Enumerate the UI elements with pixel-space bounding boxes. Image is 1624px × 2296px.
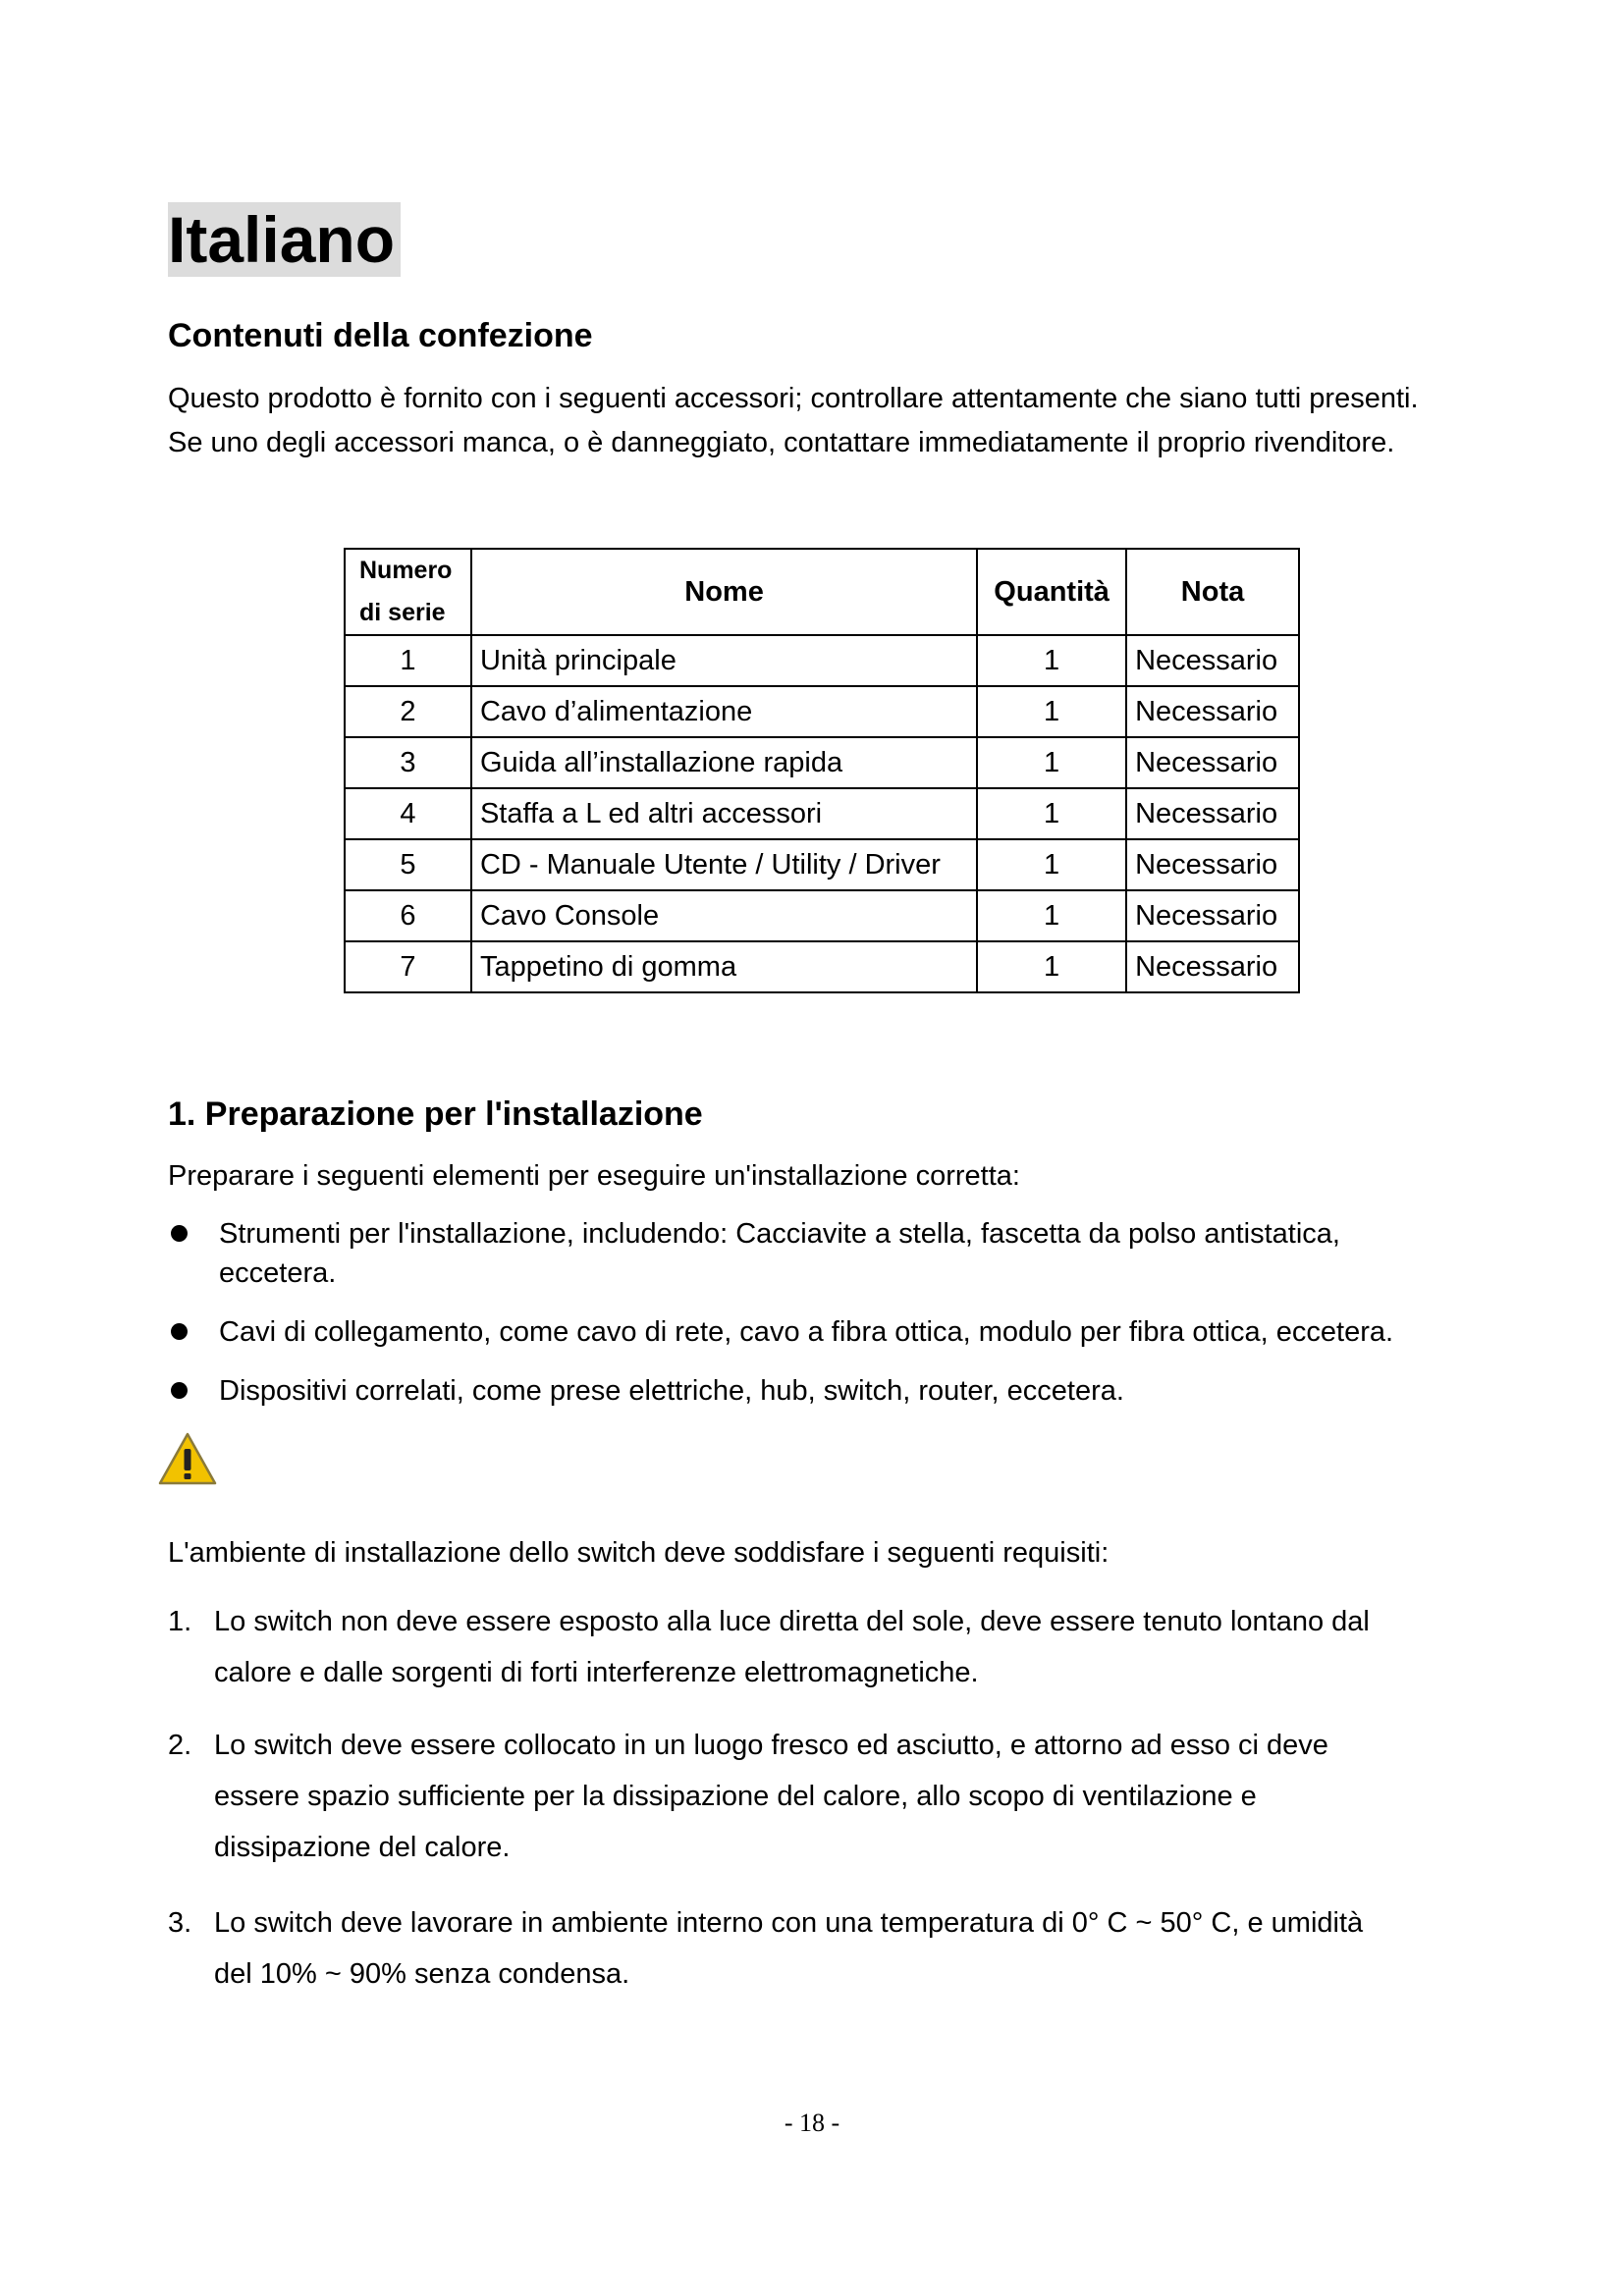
list-item: Strumenti per l'installazione, includendo: Cacciavite a stella, fascetta da polso antistatica, eccetera. bbox=[168, 1214, 1474, 1293]
requirement-number: 3. bbox=[168, 1907, 192, 1939]
table-header-row bbox=[345, 549, 1299, 635]
row-note: Necessario bbox=[1126, 686, 1299, 737]
package-contents-table bbox=[344, 548, 1300, 993]
table-row bbox=[345, 635, 1299, 686]
row-number: 5 bbox=[345, 839, 471, 890]
row-quantity: 1 bbox=[977, 635, 1126, 686]
row-quantity: 1 bbox=[977, 839, 1126, 890]
bullet-dot-icon bbox=[171, 1382, 188, 1399]
header-serial-number: Numero di serie bbox=[345, 549, 471, 635]
row-note: Necessario bbox=[1126, 788, 1299, 839]
row-note: Necessario bbox=[1126, 839, 1299, 890]
list-item: Dispositivi correlati, come prese elettriche, hub, switch, router, eccetera. bbox=[168, 1371, 1474, 1411]
contents-intro bbox=[168, 377, 1513, 465]
row-note: Necessario bbox=[1126, 890, 1299, 941]
row-quantity: 1 bbox=[977, 737, 1126, 788]
row-name: Staffa a L ed altri accessori bbox=[471, 788, 977, 839]
preparation-list bbox=[168, 1214, 1474, 1430]
preparation-heading: 1. Preparazione per l'installazione bbox=[168, 1095, 703, 1133]
contents-heading: Contenuti della confezione bbox=[168, 317, 593, 354]
list-item: Cavi di collegamento, come cavo di rete, cavo a fibra ottica, modulo per fibra ottica, eccetera. bbox=[168, 1312, 1474, 1352]
row-name: CD - Manuale Utente / Utility / Driver bbox=[471, 839, 977, 890]
contents-intro-line-2: Se uno degli accessori manca, o è danneggiato, contattare immediatamente il proprio rivenditore. bbox=[168, 427, 1395, 458]
requirements-intro: L'ambiente di installazione dello switch deve soddisfare i seguenti requisiti: bbox=[168, 1537, 1110, 1569]
warning-icon bbox=[157, 1431, 218, 1486]
page-title: Italiano bbox=[168, 202, 401, 277]
row-quantity: 1 bbox=[977, 686, 1126, 737]
row-number: 4 bbox=[345, 788, 471, 839]
table-row bbox=[345, 686, 1299, 737]
row-note: Necessario bbox=[1126, 941, 1299, 992]
bullet-dot-icon bbox=[171, 1225, 188, 1242]
table-row bbox=[345, 890, 1299, 941]
row-name: Cavo d’alimentazione bbox=[471, 686, 977, 737]
row-name: Cavo Console bbox=[471, 890, 977, 941]
header-note: Nota bbox=[1126, 549, 1299, 635]
list-item: 3. Lo switch deve lavorare in ambiente interno con una temperatura di 0° C ~ 50° C, e umidità del 10% ~ 90% senza condensa. bbox=[168, 1897, 1474, 2000]
row-name: Unità principale bbox=[471, 635, 977, 686]
requirement-number: 2. bbox=[168, 1730, 192, 1761]
list-item: 1. Lo switch non deve essere esposto alla luce diretta del sole, deve essere tenuto lontano dal calore e dalle sorgenti di forti interferenze elettromagnetiche. bbox=[168, 1596, 1474, 1698]
header-name: Nome bbox=[471, 549, 977, 635]
row-note: Necessario bbox=[1126, 737, 1299, 788]
bullet-dot-icon bbox=[171, 1323, 188, 1340]
requirement-number: 1. bbox=[168, 1606, 192, 1637]
row-number: 3 bbox=[345, 737, 471, 788]
row-name: Guida all’installazione rapida bbox=[471, 737, 977, 788]
row-number: 2 bbox=[345, 686, 471, 737]
row-number: 6 bbox=[345, 890, 471, 941]
header-quantity: Quantità bbox=[977, 549, 1126, 635]
table-row bbox=[345, 839, 1299, 890]
contents-intro-line-1: Questo prodotto è fornito con i seguenti accessori; controllare attentamente che siano tutti presenti. bbox=[168, 383, 1419, 414]
table-row bbox=[345, 788, 1299, 839]
row-name: Tappetino di gomma bbox=[471, 941, 977, 992]
row-quantity: 1 bbox=[977, 788, 1126, 839]
table-row bbox=[345, 941, 1299, 992]
row-note: Necessario bbox=[1126, 635, 1299, 686]
row-quantity: 1 bbox=[977, 890, 1126, 941]
preparation-intro: Preparare i seguenti elementi per eseguire un'installazione corretta: bbox=[168, 1160, 1020, 1192]
row-number: 7 bbox=[345, 941, 471, 992]
page-number: - 18 - bbox=[784, 2109, 840, 2137]
row-quantity: 1 bbox=[977, 941, 1126, 992]
list-item: 2. Lo switch deve essere collocato in un luogo fresco ed asciutto, e attorno ad esso ci deve essere spazio sufficiente per la dissipazione del calore, allo scopo di ventilazione e dissipazione del calore. bbox=[168, 1720, 1474, 1873]
row-number: 1 bbox=[345, 635, 471, 686]
table-row bbox=[345, 737, 1299, 788]
